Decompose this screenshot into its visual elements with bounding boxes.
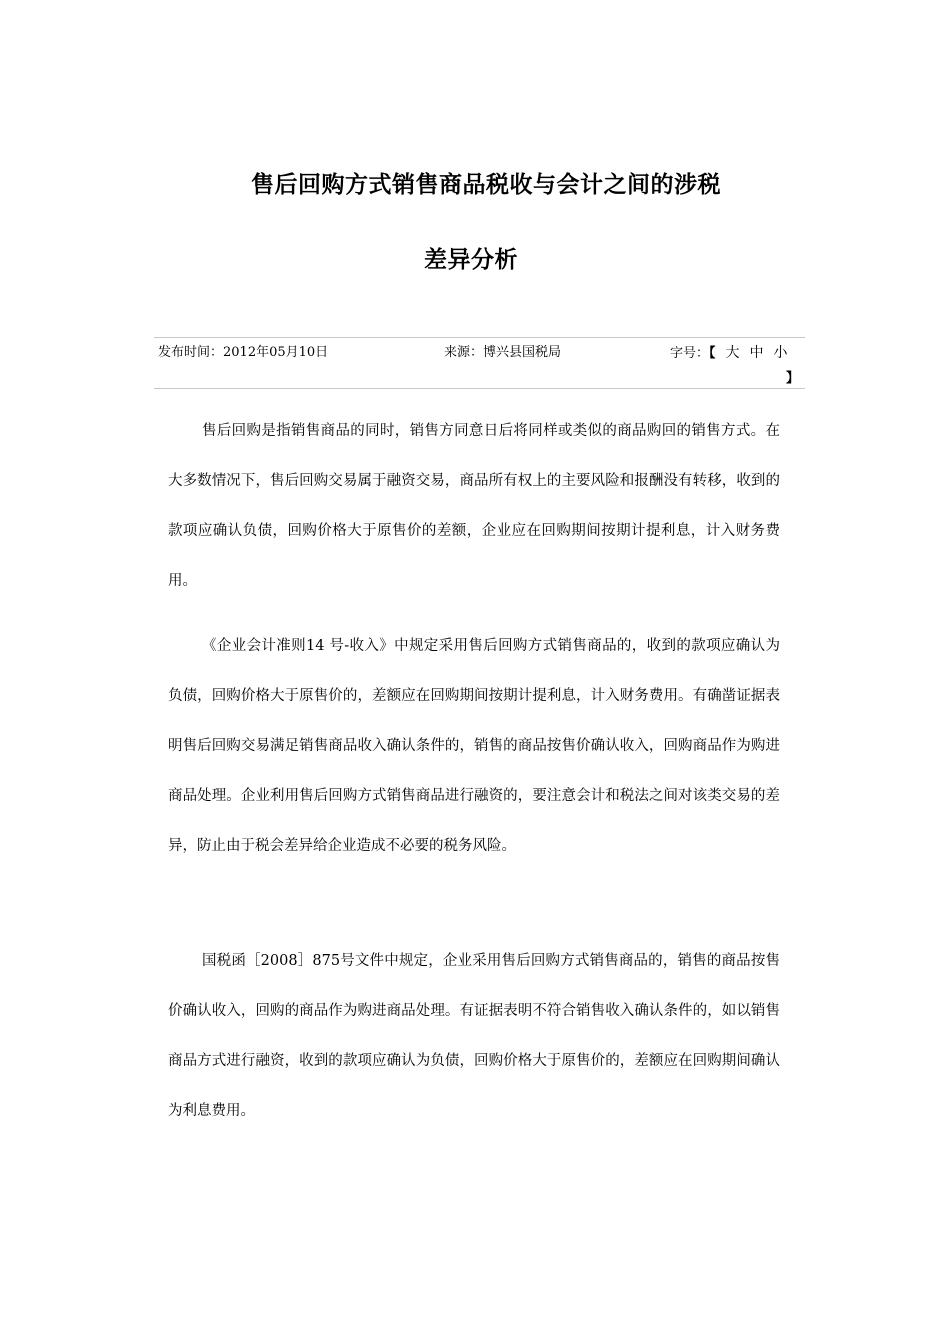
font-size-medium-button[interactable]: 中 [749, 345, 764, 361]
article-title-line-2: 差异分析 [424, 247, 518, 273]
meta-divider-top [154, 337, 805, 338]
font-size-large-button[interactable]: 大 [725, 345, 740, 361]
article-paragraph: 售后回购是指销售商品的同时，销售方同意日后将同样或类似的商品购回的销售方式。在大多数情况下，售后回购交易属于融资交易，商品所有权上的主要风险和报酬没有转移，收到的款项应确认负债，回购价格大于原售价的差额，企业应在回购期间按期计提利息，计入财务费用。 [168, 423, 780, 589]
article-paragraph: 国税函［2008］875号文件中规定，企业采用售后回购方式销售商品的，销售的商品按售价确认收入，回购的商品作为购进商品处理。有证据表明不符合销售收入确认条件的，如以销售商品方式进行融资，收到的款项应确认为负债，回购价格大于原售价的，差额应在回购期间确认为利息费用。 [168, 953, 780, 1119]
font-size-selector [670, 340, 788, 367]
bracket-close: 】 [786, 371, 800, 386]
meta-divider-bottom [154, 388, 805, 389]
font-size-small-button[interactable]: 小 [773, 345, 788, 361]
bracket-open: 【 [709, 346, 716, 361]
article-title-line-1: 售后回购方式销售商品税收与会计之间的涉税 [251, 172, 721, 198]
font-size-label: 字号： [670, 346, 710, 361]
article-source: 来源：博兴县国税局 [444, 345, 562, 360]
article-paragraph: 《企业会计准则14 号-收入》中规定采用售后回购方式销售商品的，收到的款项应确认为负债，回购价格大于原售价的，差额应在回购期间按期计提利息，计入财务费用。有确凿证据表明售后回购交易满足销售商品收入确认条件的，销售的商品按售价确认收入，回购商品作为购进商品处理。企业利用售后回购方式销售商品进行融资的，要注意会计和税法之间对该类交易的差异，防止由于税会差异给企业造成不必要的税务风险。 [168, 638, 780, 854]
publish-date: 发布时间：2012年05月10日 [158, 345, 329, 360]
